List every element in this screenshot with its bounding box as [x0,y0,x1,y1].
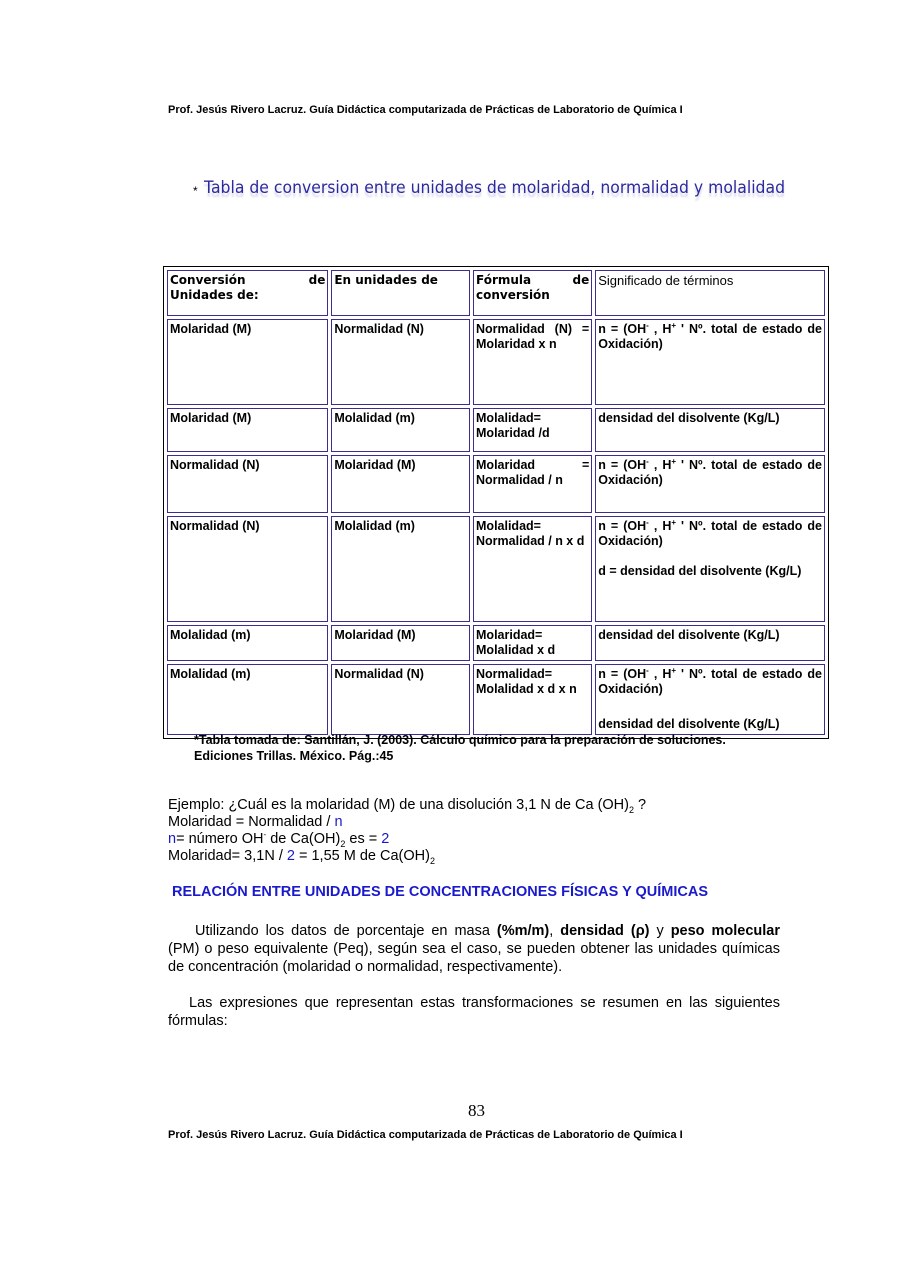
paragraph-2: Las expresiones que representan estas transformaciones se resumen en las siguientes fórmulas: [168,995,780,1029]
table-row [167,319,825,405]
cell-from: Molaridad (M) [167,319,328,405]
cell-from: Molalidad (m) [167,664,328,735]
header-from: Conversión de Unidades de: [167,270,328,316]
table-row [167,516,825,622]
table-header-row [167,270,825,316]
cell-formula: Molalidad= Molaridad /d [473,408,592,452]
example-line-2: Molaridad = Normalidad / n [168,814,343,830]
cell-meaning: densidad del disolvente (Kg/L) [595,625,825,661]
cell-to: Molaridad (M) [331,625,470,661]
page-footer: Prof. Jesús Rivero Lacruz. Guía Didáctica computarizada de Prácticas de Laboratorio de Química I [168,1129,683,1141]
conversion-table [163,266,829,739]
table-row [167,408,825,452]
cell-formula: Molaridad = Normalidad / n [473,455,592,513]
paragraph-1: Utilizando los datos de porcentaje en masa (%m/m), densidad (ρ) y peso molecular (PM) o peso equivalente (Peq), según sea el caso, se pueden obtener las unidades químicas de concentración (molaridad o normalidad, respectivamente). [168,923,780,975]
cell-from: Molaridad (M) [167,408,328,452]
header-to: En unidades de [331,270,470,316]
cell-formula: Normalidad (N) = Molaridad x n [473,319,592,405]
cell-from: Normalidad (N) [167,455,328,513]
page-number: 83 [468,1101,485,1120]
page-header: Prof. Jesús Rivero Lacruz. Guía Didáctica computarizada de Prácticas de Laboratorio de Química I [168,104,683,116]
cell-to: Molaridad (M) [331,455,470,513]
example-line-3: n= número OH- de $Ca(OH)_2$ es = 2 [168,830,390,849]
cell-to: Molalidad (m) [331,408,470,452]
cell-meaning: densidad del disolvente (Kg/L) [595,408,825,452]
cell-formula: Normalidad= Molalidad x d x n [473,664,592,735]
example-line-4: Molaridad= 3,1N / 2 = 1,55 M de $Ca(OH)_2$ [168,848,435,866]
cell-meaning: n = (OH- , H+ ' Nº. total de estado de Oxidación) [595,455,825,513]
cell-meaning: n = (OH- , H+ ' Nº. total de estado de Oxidación) [595,319,825,405]
table-source-note: *Tabla tomada de: Santillán, J. (2003). Cálculo químico para la preparación de soluciones. Ediciones Trillas. México. Pág.:45 [194,733,726,763]
cell-from: Molalidad (m) [167,625,328,661]
title-text: Tabla de conversion entre unidades de molaridad, normalidad y molalidad [203,178,785,198]
cell-meaning: n = (OH- , H+ ' Nº. total de estado de Oxidación) densidad del disolvente (Kg/L) [595,664,825,735]
section-title: RELACIÓN ENTRE UNIDADES DE CONCENTRACIONES FÍSICAS Y QUÍMICAS [172,884,709,900]
header-formula: Fórmula de conversión [473,270,592,316]
cell-formula: Molalidad= Normalidad / n x d [473,516,592,622]
table-row [167,664,825,735]
cell-to: Normalidad (N) [331,664,470,735]
cell-formula: Molaridad= Molalidad x d [473,625,592,661]
table-title [193,178,835,198]
header-meaning: Significado de términos [595,270,825,316]
cell-meaning: n = (OH- , H+ ' Nº. total de estado de Oxidación) d = densidad del disolvente (Kg/L) [595,516,825,622]
table-row [167,455,825,513]
cell-to: Molalidad (m) [331,516,470,622]
cell-to: Normalidad (N) [331,319,470,405]
cell-from: Normalidad (N) [167,516,328,622]
table-row [167,625,825,661]
example-line-1: Ejemplo: ¿Cuál es la molaridad (M) de una disolución 3,1 N de Ca $(OH)_2$ ? [168,797,647,815]
title-asterisk: * [193,184,198,198]
example-block [168,797,646,865]
